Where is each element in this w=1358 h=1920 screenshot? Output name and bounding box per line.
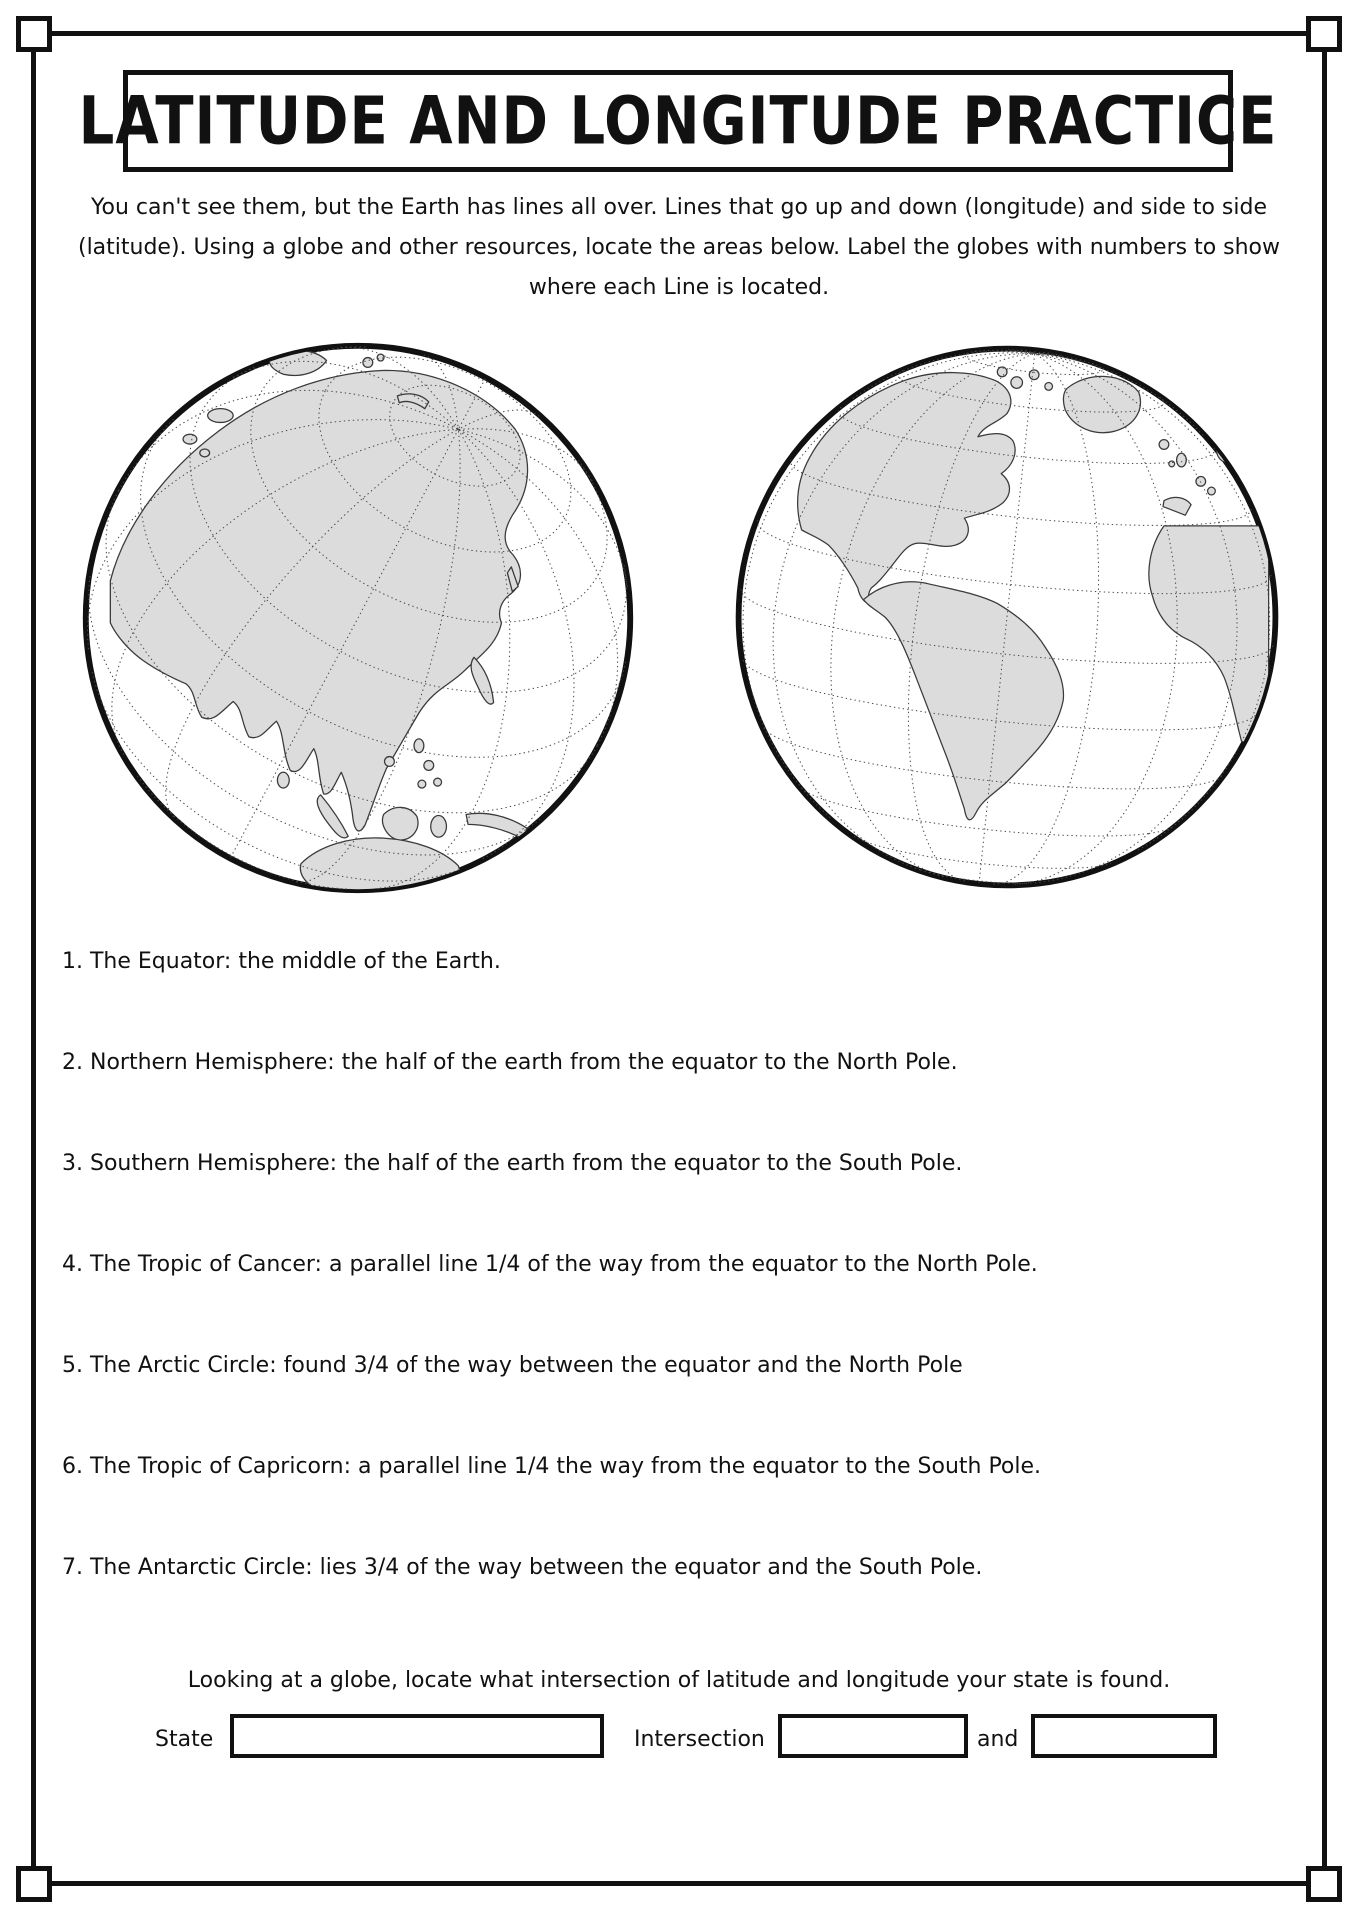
frame-line-right [1322,52,1327,1866]
frame-line-bottom [52,1881,1306,1886]
bottom-prompt: Looking at a globe, locate what intersection of latitude and longitude your state is found. [187,1668,1171,1693]
intersection-label: Intersection [634,1727,765,1752]
frame-corner-top-left [16,16,52,52]
intro-line-1: You can't see them, but the Earth has lines all over. Lines that go up and down (longitude) and side to side [91,195,1267,220]
state-input[interactable] [230,1714,604,1758]
globe-western-hemisphere [726,336,1288,898]
instruction-item-1: 1. The Equator: the middle of the Earth. [62,949,501,974]
globe-eastern-hemisphere [73,333,643,903]
instruction-item-2: 2. Northern Hemisphere: the half of the earth from the equator to the North Pole. [62,1050,958,1075]
frame-line-top [52,31,1306,36]
frame-corner-bottom-right [1306,1866,1342,1902]
title-box [78,70,1278,172]
state-label: State [155,1727,214,1752]
instruction-item-5: 5. The Arctic Circle: found 3/4 of the way between the equator and the North Pole [62,1353,963,1378]
instruction-item-6: 6. The Tropic of Capricorn: a parallel line 1/4 the way from the equator to the South Pole. [62,1454,1042,1479]
intersection-input-1[interactable] [778,1714,968,1758]
instruction-item-7: 7. The Antarctic Circle: lies 3/4 of the way between the equator and the South Pole. [62,1555,983,1580]
frame-corner-bottom-left [16,1866,52,1902]
instruction-item-3: 3. Southern Hemisphere: the half of the earth from the equator to the South Pole. [62,1151,963,1176]
and-label: and [977,1727,1019,1752]
intro-text [40,188,1318,308]
frame-corner-top-right [1306,16,1342,52]
intersection-input-2[interactable] [1031,1714,1217,1758]
frame-line-left [31,52,36,1866]
instruction-item-4: 4. The Tropic of Cancer: a parallel line 1/4 of the way from the equator to the North Pole. [62,1252,1038,1277]
page-title: LATITUDE AND LONGITUDE PRACTICE [78,82,1278,160]
intro-line-3: where each Line is located. [528,275,830,300]
instruction-list [62,944,1308,1651]
intro-line-2: (latitude). Using a globe and other resources, locate the areas below. Label the globes with numbers to show [77,235,1281,260]
